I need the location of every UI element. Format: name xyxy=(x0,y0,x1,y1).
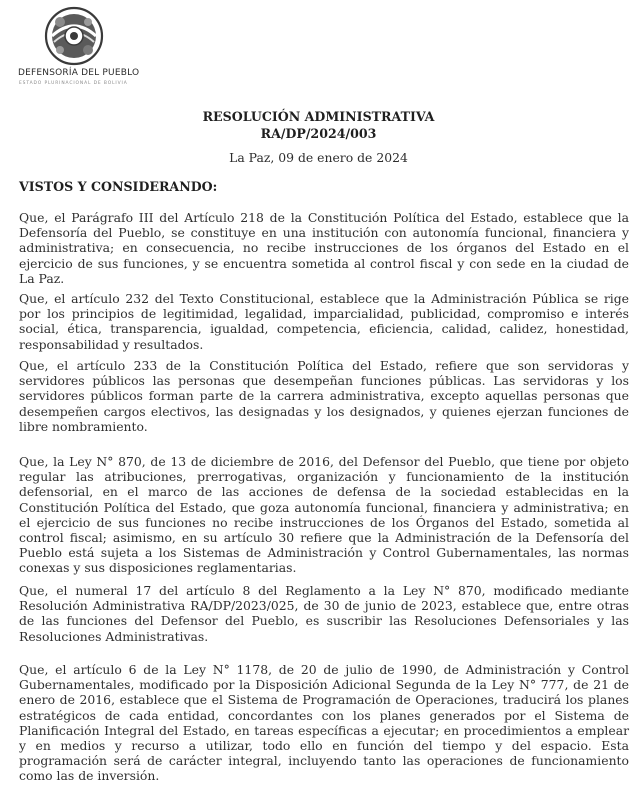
document-header xyxy=(0,108,637,166)
defensoria-emblem-icon xyxy=(44,6,104,66)
paragraph-3: Que, el artículo 233 de la Constitución Política del Estado, refiere que son servidoras y servidores públicos las personas que desempeñan funciones públicas. Las servidoras y los servidores públicos forman parte de la carrera administrativa, excepto aquellas personas que desempeñen cargos electivos, las designadas y los designados, y quienes ejerzan funciones de libre nombramiento. xyxy=(19,358,629,434)
paragraph-2: Que, el artículo 232 del Texto Constitucional, establece que la Administración Pública se rige por los principios de legitimidad, legalidad, imparcialidad, publicidad, compromiso e interés social, ética, transparencia, igualdad, competencia, eficiencia, calidad, calidez, honestidad, responsabilidad y resultados. xyxy=(19,291,629,352)
paragraph-6: Que, el artículo 6 de la Ley N° 1178, de 20 de julio de 1990, de Administración y Control Gubernamentales, modificado por la Disposición Adicional Segunda de la Ley N° 777, de 21 de enero de 2016, establece que el Sistema de Programación de Operaciones, traducirá los planes estratégicos de cada entidad, concordantes con los planes generados por el Sistema de Planificación Integral del Estado, en tareas específicas a ejecutar; en procedimientos a emplear y en medios y recurso a utilizar, todo ello en función del tiempo y del espacio. Esta programación será de carácter integral, incluyendo tanto las operaciones de funcionamiento como las de inversión. xyxy=(19,662,629,784)
document-date: La Paz, 09 de enero de 2024 xyxy=(229,150,408,165)
document-title: RESOLUCIÓN ADMINISTRATIVA xyxy=(202,109,435,124)
paragraph-4: Que, la Ley N° 870, de 13 de diciembre de 2016, del Defensor del Pueblo, que tiene por objeto regular las atribuciones, prerrogativas, organización y funcionamiento de la institución defensorial, en el marco de las acciones de defensa de la sociedad establecidas en la Constitución Política del Estado, que goza autonomía funcional, financiera y administrativa; en el ejercicio de sus funciones no recibe instrucciones de los Órganos del Estado, sometida al control fiscal; asimismo, en su artículo 30 refiere que la Administración de la Defensoría del Pueblo está sujeta a los Sistemas de Administración y Control Gubernamentales, las normas conexas y sus disposiciones reglamentarias. xyxy=(19,454,629,576)
institution-name: DEFENSORÍA DEL PUEBLO xyxy=(18,68,140,78)
paragraph-1: Que, el Parágrafo III del Artículo 218 de la Constitución Política del Estado, establece que la Defensoría del Pueblo, se constituye en una institución con autonomía funcional, financiera y administrativa; en consecuencia, no recibe instrucciones de los órganos del Estado en el ejercicio de sus funciones, y se encuentra sometida al control fiscal y con sede en la ciudad de La Paz. xyxy=(19,210,629,286)
section-heading: VISTOS Y CONSIDERANDO: xyxy=(19,179,218,194)
institution-subtitle: ESTADO PLURINACIONAL DE BOLIVIA xyxy=(19,81,128,86)
paragraph-5: Que, el numeral 17 del artículo 8 del Reglamento a la Ley N° 870, modificado mediante Resolución Administrativa RA/DP/2023/025, de 30 de junio de 2023, establece que, entre otras de las funciones del Defensor del Pueblo, es suscribir las Resoluciones Defensoriales y las Resoluciones Administrativas. xyxy=(19,583,629,644)
document-number: RA/DP/2024/003 xyxy=(260,126,377,141)
institution-logo xyxy=(14,6,140,92)
